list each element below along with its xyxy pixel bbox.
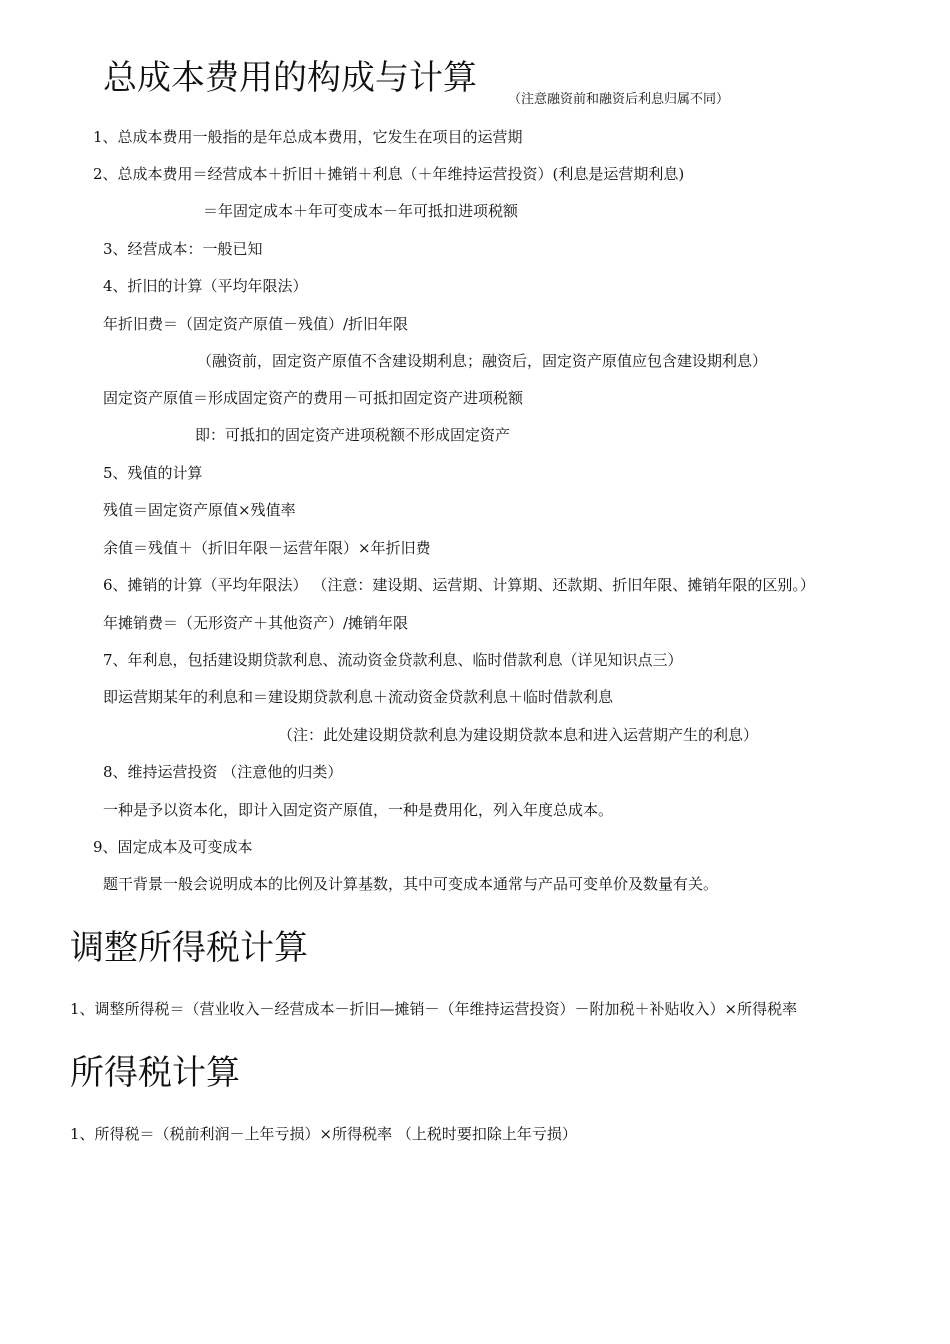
text-line: 题干背景一般会说明成本的比例及计算基数，其中可变成本通常与产品可变单价及数量有关。 <box>103 875 719 893</box>
text-line: 余值＝残值＋（折旧年限－运营年限）×年折旧费 <box>103 539 431 557</box>
section-title-income-tax: 所得税计算 <box>70 1053 240 1093</box>
text-line: 3、经营成本：一般已知 <box>103 240 263 258</box>
text-line: 4、折旧的计算（平均年限法） <box>103 277 308 295</box>
text-line: （融资前，固定资产原值不含建设期利息；融资后，固定资产原值应包含建设期利息） <box>197 352 768 370</box>
text-line: 一种是予以资本化，即计入固定资产原值，一种是费用化，列入年度总成本。 <box>103 801 614 819</box>
text-line: 1、调整所得税＝（营业收入－经营成本－折旧—摊销－（年维持运营投资）－附加税＋补贴收入）×所得税率 <box>70 1000 798 1018</box>
text-line: 1、所得税＝（税前利润－上年亏损）×所得税率 （上税时要扣除上年亏损） <box>70 1125 577 1143</box>
text-line: 年折旧费＝（固定资产原值－残值）/折旧年限 <box>103 315 409 333</box>
text-line: 7、年利息，包括建设期贷款利息、流动资金贷款利息、临时借款利息（详见知识点三） <box>103 651 683 669</box>
section-title-adjusted-income-tax: 调整所得税计算 <box>70 928 308 968</box>
section-title-total-cost: 总成本费用的构成与计算 <box>103 58 477 98</box>
text-line: 8、维持运营投资 （注意他的归类） <box>103 763 343 781</box>
section-title-note: （注意融资前和融资后利息归属不同） <box>508 92 730 107</box>
text-line: 1、总成本费用一般指的是年总成本费用，它发生在项目的运营期 <box>93 128 523 146</box>
text-line: 2、总成本费用＝经营成本＋折旧＋摊销＋利息（＋年维持运营投资）(利息是运营期利息) <box>93 165 685 183</box>
text-line: 残值＝固定资产原值×残值率 <box>103 501 296 519</box>
text-line: 固定资产原值＝形成固定资产的费用－可抵扣固定资产进项税额 <box>103 389 524 407</box>
text-line: 即运营期某年的利息和＝建设期贷款利息＋流动资金贷款利息＋临时借款利息 <box>103 688 614 706</box>
text-line: 9、固定成本及可变成本 <box>93 838 253 856</box>
text-line: 6、摊销的计算（平均年限法） （注意：建设期、运营期、计算期、还款期、折旧年限、摊销年限的区别。） <box>103 576 815 594</box>
text-line: ＝年固定成本＋年可变成本－年可抵扣进项税额 <box>203 202 519 220</box>
text-line: 年摊销费＝（无形资产＋其他资产）/摊销年限 <box>103 614 409 632</box>
text-line: 即：可抵扣的固定资产进项税额不形成固定资产 <box>195 426 511 444</box>
text-line: 5、残值的计算 <box>103 464 203 482</box>
text-line: （注：此处建设期贷款利息为建设期贷款本息和进入运营期产生的利息） <box>278 726 759 744</box>
